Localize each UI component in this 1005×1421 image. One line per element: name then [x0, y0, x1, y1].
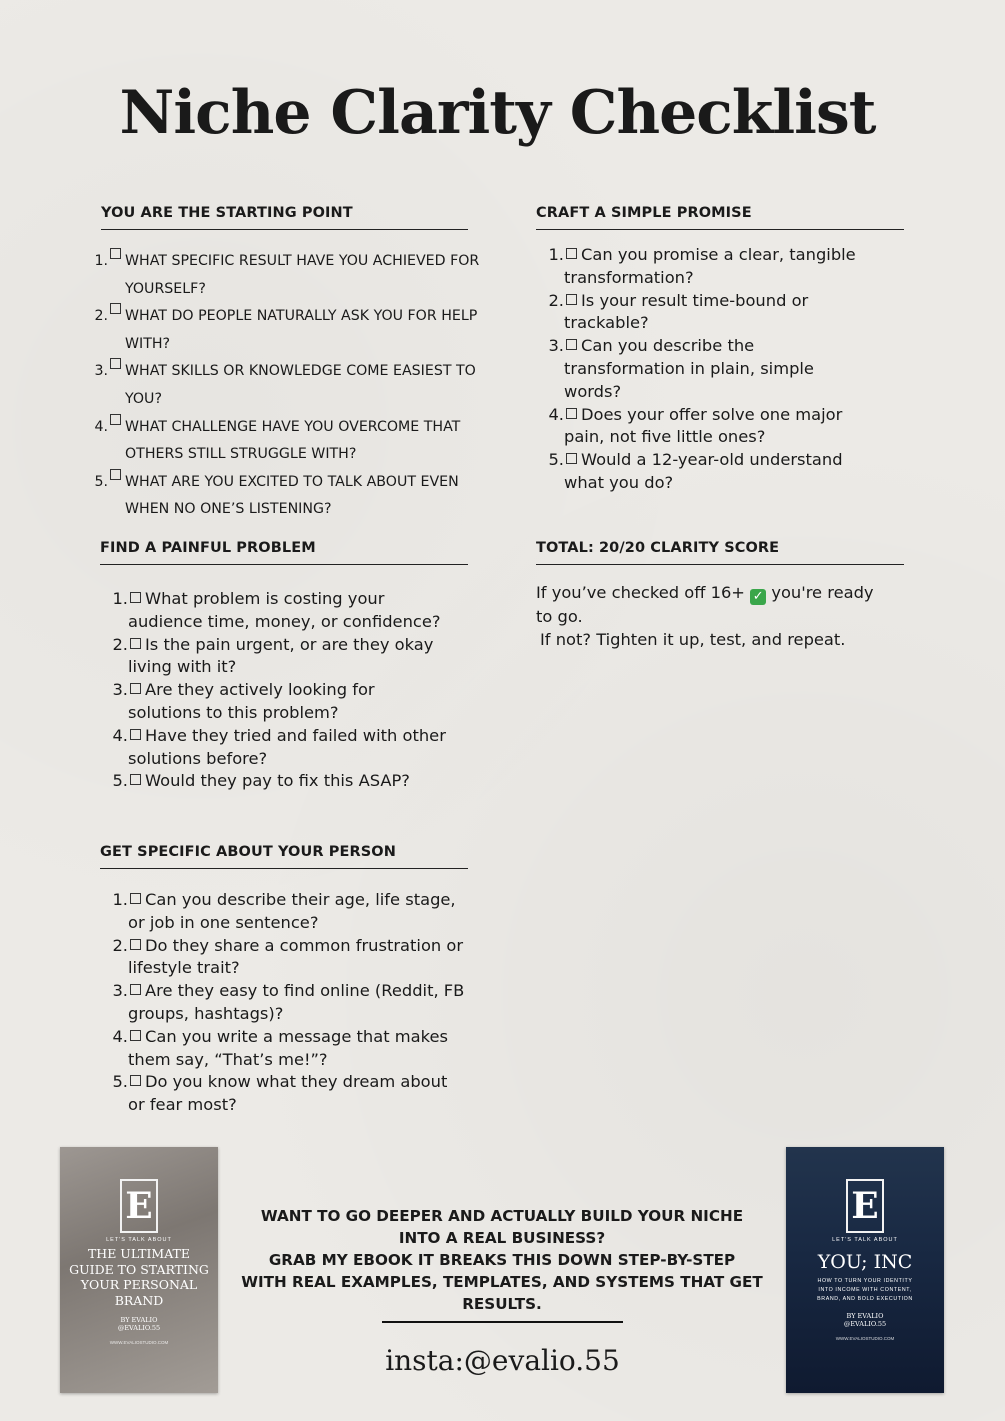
checkbox-icon[interactable]	[566, 453, 577, 464]
cover-url: WWW.EVALIOSTUDIO.COM	[835, 1336, 895, 1341]
list-item: 4. WHAT CHALLENGE HAVE YOU OVERCOME THAT OTHERS STILL STRUGGLE WITH?	[92, 414, 497, 469]
section-simple-promise	[536, 205, 906, 495]
section-heading: CRAFT A SIMPLE PROMISE	[536, 205, 904, 230]
list-item: 3. WHAT SKILLS OR KNOWLEDGE COME EASIEST TO YOU?	[92, 358, 497, 413]
cover-url: WWW.EVALIOSTUDIO.COM	[109, 1340, 169, 1345]
section-painful-problem	[100, 540, 480, 793]
checkbox-icon[interactable]	[130, 638, 141, 649]
checkbox-icon[interactable]	[110, 469, 121, 480]
list-item: 2. WHAT DO PEOPLE NATURALLY ASK YOU FOR HELP WITH?	[92, 303, 497, 358]
checklist	[100, 588, 450, 793]
list-item: 4. Have they tried and failed with other solutions before?	[112, 725, 446, 768]
cover-title: YOU; INC	[817, 1251, 913, 1273]
checkbox-icon[interactable]	[566, 248, 577, 259]
checkbox-icon[interactable]	[110, 303, 121, 314]
cover-author: BY EVALIO @EVALIO.55	[843, 1312, 887, 1328]
section-starting-point	[92, 205, 497, 524]
list-item: 3. Are they actively looking for solutions to this problem?	[112, 680, 375, 722]
list-item: 1. What problem is costing your audience time, money, or confidence?	[112, 589, 441, 631]
list-item: 4. Can you write a message that makes them say, “That’s me!”?	[112, 1026, 448, 1069]
checklist	[100, 889, 468, 1117]
list-item: 3. Are they easy to find online (Reddit, FB groups, hashtags)?	[112, 981, 465, 1023]
logo-letter: E	[846, 1179, 884, 1233]
cover-title: THE ULTIMATE GUIDE TO STARTING YOUR PERSONAL BRAND	[69, 1246, 209, 1308]
cta-text: WANT TO GO DEEPER AND ACTUALLY BUILD YOUR NICHE INTO A REAL BUSINESS? GRAB MY EBOOK IT BREAKS THIS DOWN STEP-BY-STEP WITH REAL EXAMPLES, TEMPLATES, AND SYSTEMS THAT GET RESULTS.	[241, 1207, 763, 1313]
checkbox-icon[interactable]	[130, 939, 141, 950]
list-item: 5. WHAT ARE YOU EXCITED TO TALK ABOUT EVEN WHEN NO ONE’S LISTENING?	[92, 469, 497, 524]
cover-kicker: LET'S TALK ABOUT	[832, 1237, 898, 1243]
list-item: 5. Do you know what they dream about or fear most?	[112, 1072, 448, 1115]
list-item: 2. Do they share a common frustration or lifestyle trait?	[112, 935, 464, 978]
checklist	[92, 248, 497, 524]
instagram-handle[interactable]: insta:@evalio.55	[385, 1344, 620, 1377]
ebook-cover-you-inc[interactable]	[786, 1147, 944, 1393]
list-item: 3. Can you describe the transformation in plain, simple words?	[548, 336, 814, 401]
list-item: 1. WHAT SPECIFIC RESULT HAVE YOU ACHIEVED FOR YOURSELF?	[92, 248, 497, 303]
cover-author: BY EVALIO @EVALIO.55	[117, 1316, 161, 1332]
list-item: 5. Would they pay to fix this ASAP?	[112, 771, 410, 791]
cover-kicker: LET'S TALK ABOUT	[106, 1237, 172, 1243]
section-specific-person	[100, 844, 480, 1117]
list-item: 2. Is the pain urgent, or are they okay living with it?	[112, 634, 434, 677]
checkbox-icon[interactable]	[110, 414, 121, 425]
list-item: 5. Would a 12-year-old understand what you do?	[548, 450, 843, 492]
list-item: 4. Does your offer solve one major pain, not five little ones?	[548, 404, 843, 447]
section-heading: TOTAL: 20/20 CLARITY SCORE	[536, 540, 904, 565]
divider	[382, 1321, 623, 1323]
list-item: 1. Can you promise a clear, tangible transformation?	[548, 245, 856, 287]
checkmark-icon: ✓	[750, 589, 766, 605]
section-heading: YOU ARE THE STARTING POINT	[101, 205, 468, 230]
checkbox-icon[interactable]	[130, 1075, 141, 1086]
list-item: 1. Can you describe their age, life stage, or job in one sentence?	[112, 890, 456, 932]
section-total-score	[536, 540, 906, 651]
checkbox-icon[interactable]	[566, 294, 577, 305]
cover-subtitle: HOW TO TURN YOUR IDENTITY INTO INCOME WITH CONTENT, BRAND, AND BOLD EXECUTION	[817, 1278, 913, 1302]
checkbox-icon[interactable]	[130, 1030, 141, 1041]
checkbox-icon[interactable]	[110, 248, 121, 259]
checkbox-icon[interactable]	[130, 893, 141, 904]
checkbox-icon[interactable]	[130, 984, 141, 995]
page-title: Niche Clarity Checklist	[119, 78, 876, 148]
logo-letter: E	[120, 1179, 158, 1233]
score-description: If you’ve checked off 16+ ✓ you're ready to go. If not? Tighten it up, test, and repeat.	[536, 583, 874, 649]
list-item: 2. Is your result time-bound or trackable?	[548, 290, 809, 333]
section-heading: FIND A PAINFUL PROBLEM	[100, 540, 468, 565]
checklist	[536, 244, 856, 495]
checkbox-icon[interactable]	[130, 683, 141, 694]
checkbox-icon[interactable]	[130, 729, 141, 740]
ebook-cover-personal-brand[interactable]	[60, 1147, 218, 1393]
checkbox-icon[interactable]	[566, 408, 577, 419]
checkbox-icon[interactable]	[110, 358, 121, 369]
checkbox-icon[interactable]	[566, 339, 577, 350]
section-heading: GET SPECIFIC ABOUT YOUR PERSON	[100, 844, 468, 869]
checkbox-icon[interactable]	[130, 774, 141, 785]
checkbox-icon[interactable]	[130, 592, 141, 603]
